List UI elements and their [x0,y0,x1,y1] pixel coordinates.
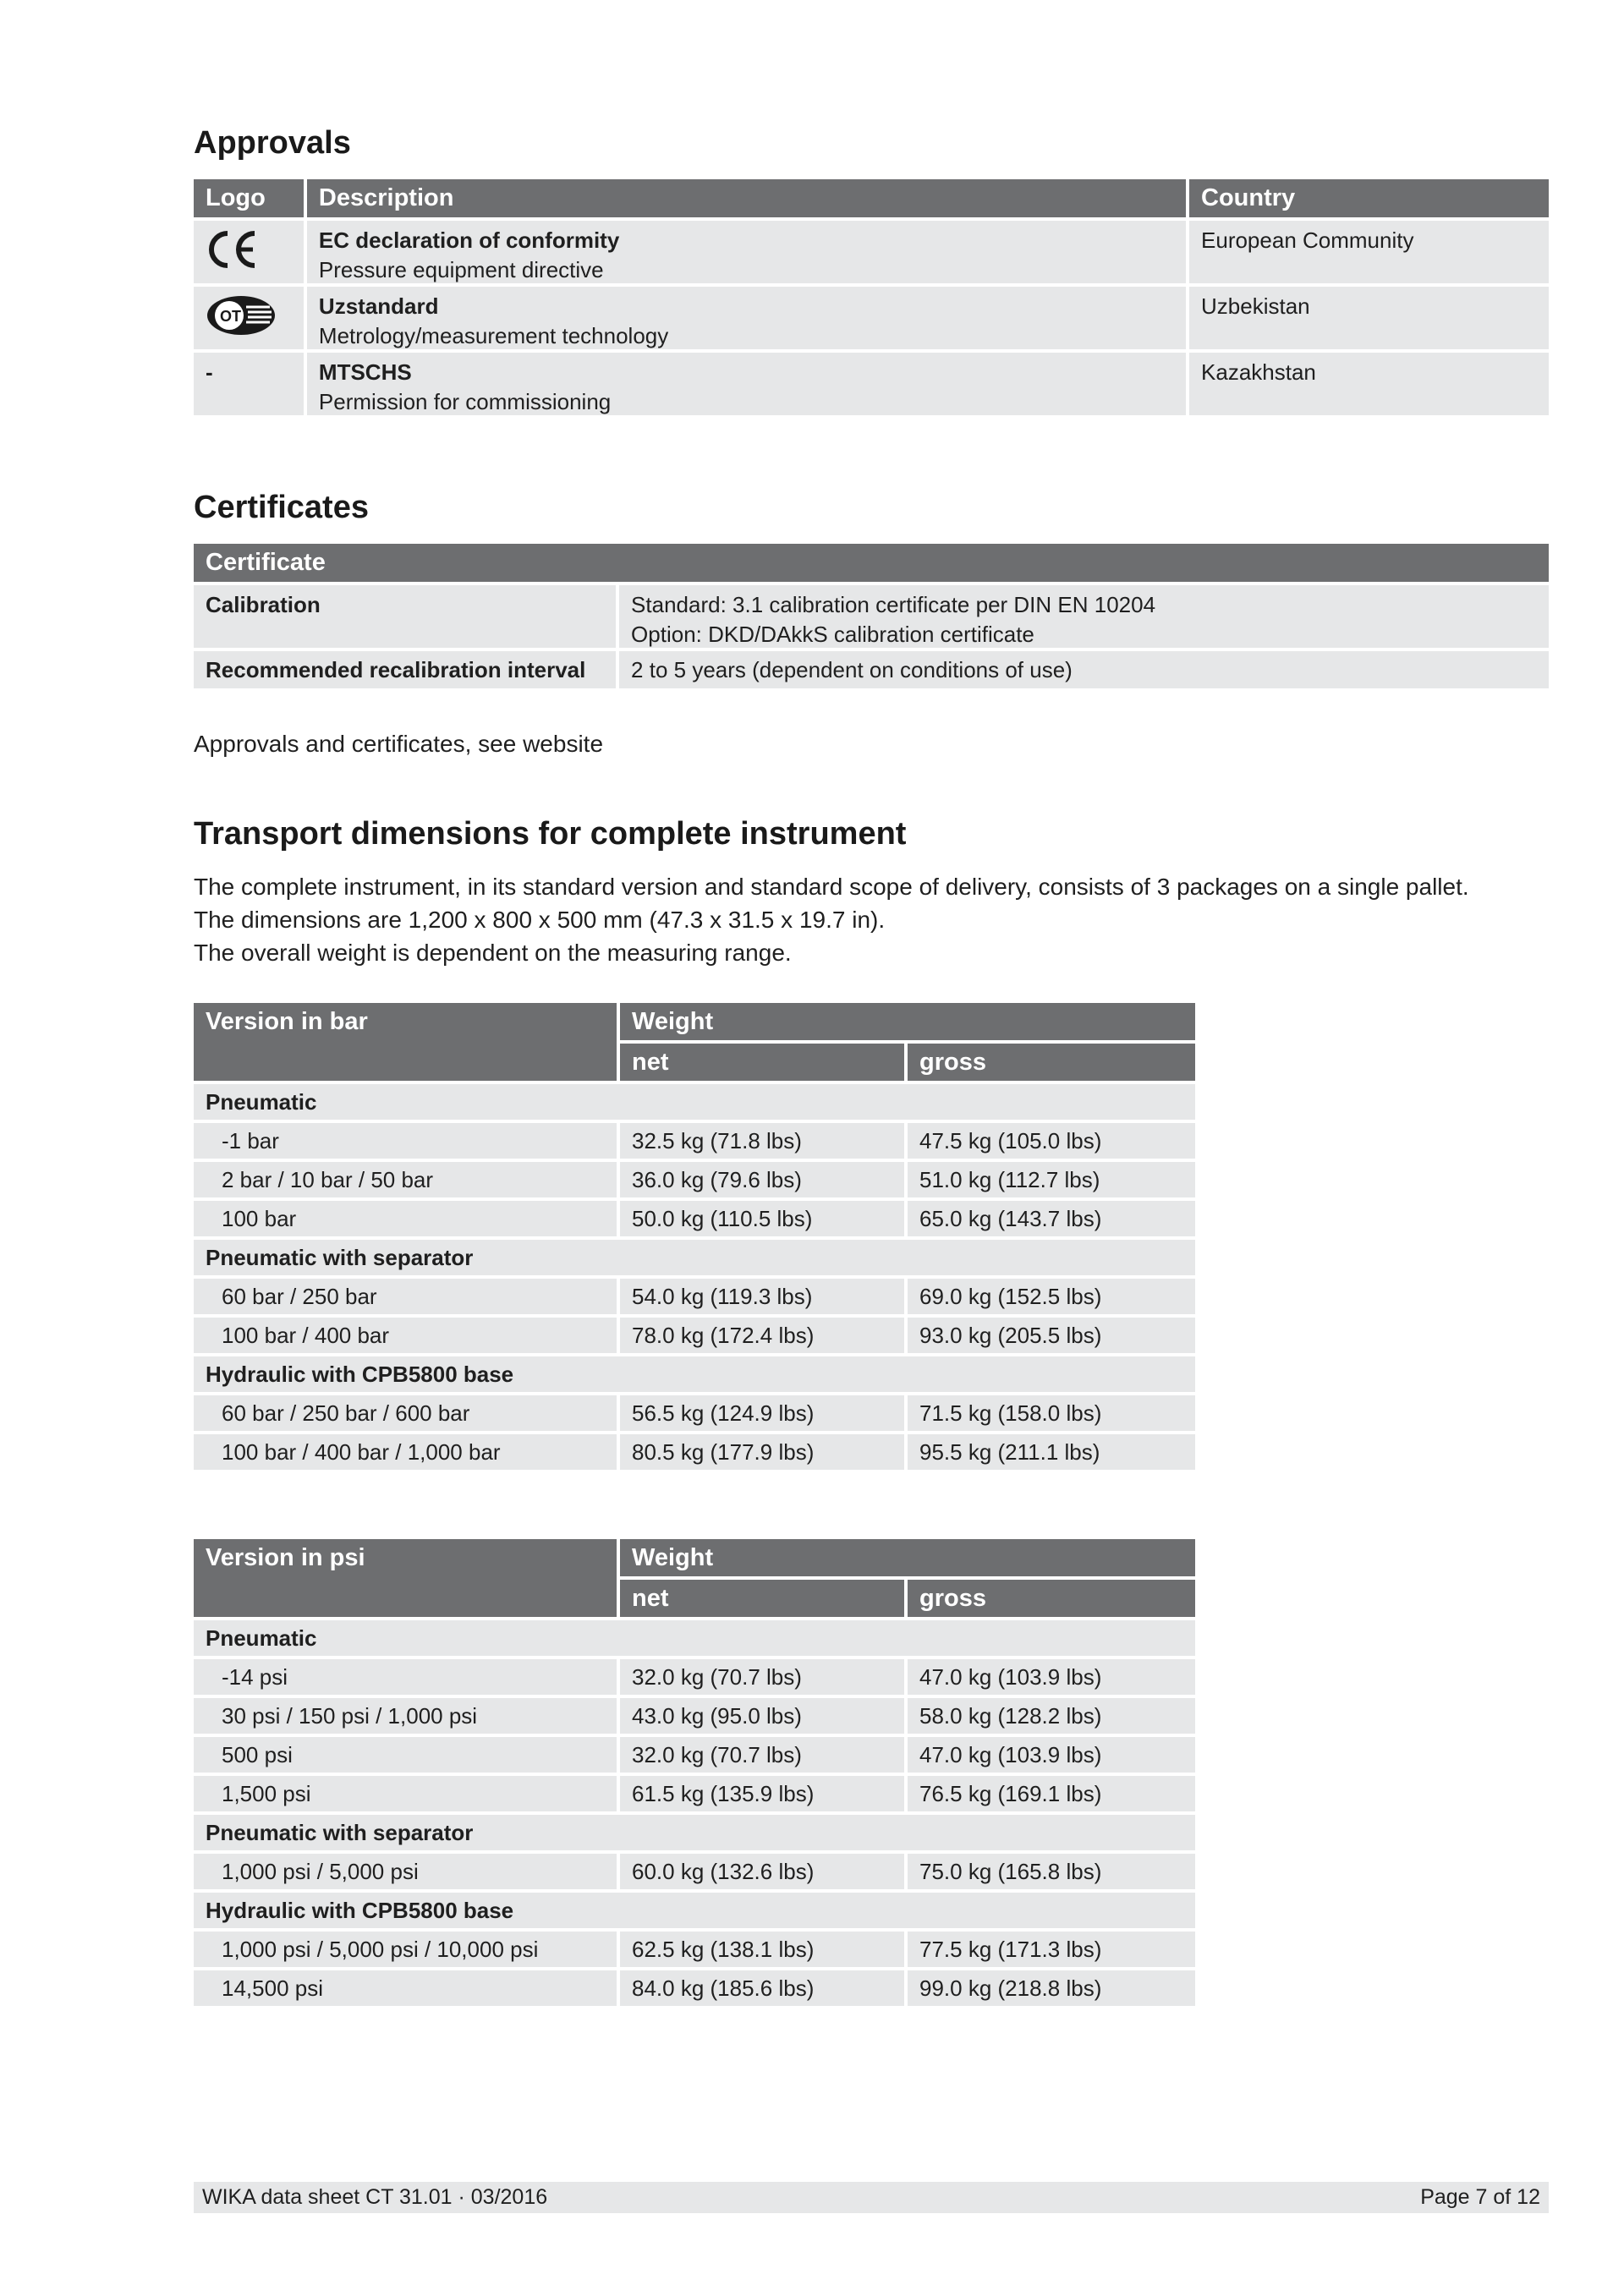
approval-country: Kazakhstan [1189,353,1549,415]
group-label: Pneumatic [194,1620,1195,1656]
group-row [194,1893,1195,1928]
group-row [194,1356,1195,1392]
approvals-description-cell [307,221,1186,283]
approvals-logo-cell [194,287,304,349]
gross-weight-cell: 69.0 kg (152.5 lbs) [908,1279,1195,1314]
footer-page-number: Page 7 of 12 [1420,2185,1540,2209]
version-cell: 2 bar / 10 bar / 50 bar [194,1162,617,1197]
approvals-col-logo: Logo [194,179,304,217]
ce-mark-icon [206,228,258,271]
certificates-col-certificate: Certificate [194,544,1549,582]
group-label: Pneumatic with separator [194,1815,1195,1850]
table-row [194,1279,1195,1314]
transport-heading: Transport dimensions for complete instrument [194,816,907,852]
table-row [194,1395,1195,1431]
certificate-label: Calibration [194,585,616,648]
table-row [194,651,1549,688]
table-row [194,1932,1195,1967]
gross-weight-cell: 71.5 kg (158.0 lbs) [908,1395,1195,1431]
net-weight-cell: 61.5 kg (135.9 lbs) [620,1776,904,1811]
table-row [194,1201,1195,1236]
gross-weight-cell: 47.0 kg (103.9 lbs) [908,1737,1195,1773]
footer-doc-ref: WIKA data sheet CT 31.01 · 03/2016 [202,2185,548,2209]
net-weight-cell: 32.0 kg (70.7 lbs) [620,1659,904,1695]
table-row [194,353,1549,415]
net-weight-cell: 43.0 kg (95.0 lbs) [620,1698,904,1734]
weight-col-gross: gross [908,1580,1195,1617]
gross-weight-cell: 77.5 kg (171.3 lbs) [908,1932,1195,1967]
version-cell: 60 bar / 250 bar [194,1279,617,1314]
certificate-label: Recommended recalibration interval [194,651,616,688]
net-weight-cell: 54.0 kg (119.3 lbs) [620,1279,904,1314]
transport-line: The overall weight is dependent on the measuring range. [194,940,792,966]
version-cell: -14 psi [194,1659,617,1695]
uzstandard-logo-icon [206,293,277,337]
net-weight-cell: 80.5 kg (177.9 lbs) [620,1434,904,1470]
approvals-table [190,176,1552,419]
net-weight-cell: 78.0 kg (172.4 lbs) [620,1318,904,1353]
approvals-description-cell [307,287,1186,349]
approval-detail: Metrology/measurement technology [318,323,669,348]
version-cell: 1,000 psi / 5,000 psi / 10,000 psi [194,1932,617,1967]
version-cell: 14,500 psi [194,1970,617,2006]
weight-col-net: net [620,1580,904,1617]
approval-title: Uzstandard [318,293,439,319]
gross-weight-cell: 76.5 kg (169.1 lbs) [908,1776,1195,1811]
weight-col-version: Version in bar [194,1003,617,1081]
certificates-header-row [194,544,1549,582]
version-cell: 100 bar / 400 bar / 1,000 bar [194,1434,617,1470]
version-cell: 100 bar [194,1201,617,1236]
approvals-heading: Approvals [194,125,351,161]
weight-col-weight: Weight [620,1003,1195,1040]
certificates-heading: Certificates [194,490,369,525]
table-row [194,221,1549,283]
net-weight-cell: 36.0 kg (79.6 lbs) [620,1162,904,1197]
version-cell: 100 bar / 400 bar [194,1318,617,1353]
gross-weight-cell: 47.5 kg (105.0 lbs) [908,1123,1195,1159]
weight-table-bar [190,1000,1199,1473]
gross-weight-cell: 65.0 kg (143.7 lbs) [908,1201,1195,1236]
approvals-header-row [194,179,1549,217]
weight-table-psi [190,1536,1199,2009]
approvals-description-cell [307,353,1186,415]
version-cell: 30 psi / 150 psi / 1,000 psi [194,1698,617,1734]
weight-col-net: net [620,1044,904,1081]
certificates-table [190,540,1552,692]
approval-title: EC declaration of conformity [318,227,620,253]
group-row [194,1620,1195,1656]
gross-weight-cell: 95.5 kg (211.1 lbs) [908,1434,1195,1470]
version-cell: 500 psi [194,1737,617,1773]
approval-detail: Permission for commissioning [318,389,612,414]
weight-col-version: Version in psi [194,1539,617,1617]
net-weight-cell: 32.5 kg (71.8 lbs) [620,1123,904,1159]
table-row [194,1123,1195,1159]
group-row [194,1084,1195,1120]
net-weight-cell: 84.0 kg (185.6 lbs) [620,1970,904,2006]
approvals-col-description: Description [307,179,1186,217]
table-row [194,585,1549,648]
table-row [194,1659,1195,1695]
transport-line: The dimensions are 1,200 x 800 x 500 mm (47.3 x 31.5 x 19.7 in). [194,907,886,933]
weight-header-row [194,1539,1195,1576]
gross-weight-cell: 75.0 kg (165.8 lbs) [908,1854,1195,1889]
group-row [194,1240,1195,1275]
approvals-col-country: Country [1189,179,1549,217]
page-footer [194,2182,1549,2213]
gross-weight-cell: 47.0 kg (103.9 lbs) [908,1659,1195,1695]
approvals-logo-cell [194,221,304,283]
approval-country: Uzbekistan [1189,287,1549,349]
group-row [194,1815,1195,1850]
net-weight-cell: 62.5 kg (138.1 lbs) [620,1932,904,1967]
group-label: Pneumatic [194,1084,1195,1120]
gross-weight-cell: 99.0 kg (218.8 lbs) [908,1970,1195,2006]
version-cell: 60 bar / 250 bar / 600 bar [194,1395,617,1431]
table-row [194,1162,1195,1197]
approval-country: European Community [1189,221,1549,283]
transport-paragraph [194,870,1549,969]
net-weight-cell: 32.0 kg (70.7 lbs) [620,1737,904,1773]
table-row [194,1318,1195,1353]
version-cell: 1,000 psi / 5,000 psi [194,1854,617,1889]
certificate-line: Option: DKD/DAkkS calibration certificate [631,622,1034,647]
version-cell: -1 bar [194,1123,617,1159]
gross-weight-cell: 93.0 kg (205.5 lbs) [908,1318,1195,1353]
table-row [194,287,1549,349]
gross-weight-cell: 51.0 kg (112.7 lbs) [908,1162,1195,1197]
table-row [194,1854,1195,1889]
approval-detail: Pressure equipment directive [318,257,604,282]
net-weight-cell: 56.5 kg (124.9 lbs) [620,1395,904,1431]
table-row [194,1737,1195,1773]
net-weight-cell: 60.0 kg (132.6 lbs) [620,1854,904,1889]
net-weight-cell: 50.0 kg (110.5 lbs) [620,1201,904,1236]
version-cell: 1,500 psi [194,1776,617,1811]
group-label: Hydraulic with CPB5800 base [194,1356,1195,1392]
weight-col-weight: Weight [620,1539,1195,1576]
approval-title: MTSCHS [318,359,412,385]
page-content [194,127,1549,2009]
svg-text:OT: OT [220,307,241,325]
approvals-note: Approvals and certificates, see website [194,731,604,757]
approvals-logo-cell: - [194,353,304,415]
group-label: Hydraulic with CPB5800 base [194,1893,1195,1928]
weight-table-bar-body [194,1084,1195,1470]
group-label: Pneumatic with separator [194,1240,1195,1275]
transport-line: The complete instrument, in its standard version and standard scope of delivery, consists of 3 packages on a single pallet. [194,874,1469,900]
weight-table-psi-body [194,1620,1195,2006]
table-row [194,1434,1195,1470]
table-row [194,1776,1195,1811]
weight-col-gross: gross [908,1044,1195,1081]
certificate-value [619,585,1549,648]
table-row [194,1970,1195,2006]
certificate-line: Standard: 3.1 calibration certificate per DIN EN 10204 [631,592,1156,617]
gross-weight-cell: 58.0 kg (128.2 lbs) [908,1698,1195,1734]
table-row [194,1698,1195,1734]
certificate-value: 2 to 5 years (dependent on conditions of use) [619,651,1549,688]
weight-header-row [194,1003,1195,1040]
